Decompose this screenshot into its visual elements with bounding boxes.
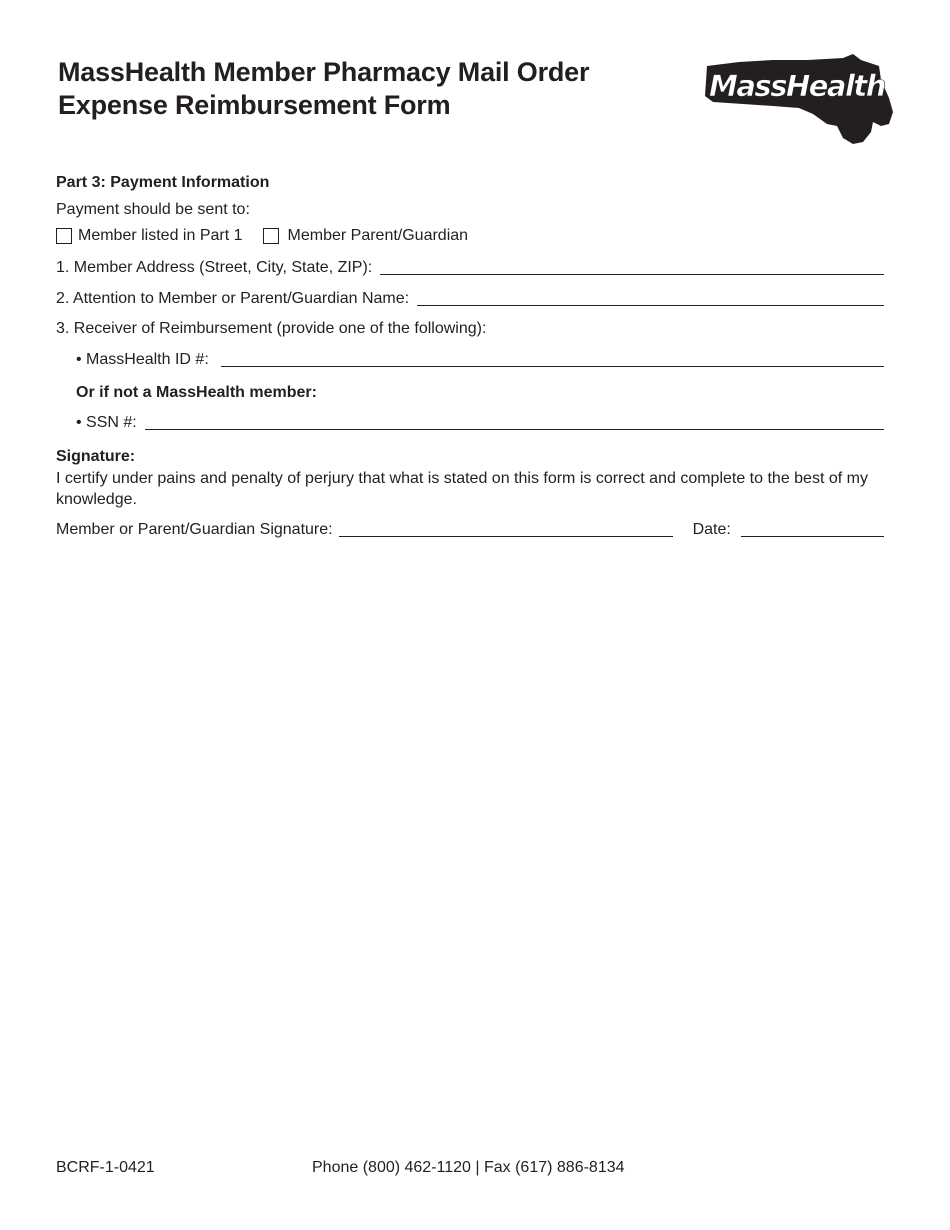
date-label: Date: bbox=[692, 521, 731, 538]
page-title bbox=[58, 56, 678, 122]
signature-label: Member or Parent/Guardian Signature: bbox=[56, 521, 333, 538]
title-line-2: Expense Reimbursement Form bbox=[58, 90, 451, 120]
attention-name-input[interactable] bbox=[417, 304, 884, 306]
part3-heading: Part 3: Payment Information bbox=[56, 174, 270, 191]
date-input[interactable] bbox=[741, 535, 884, 537]
member-checkbox[interactable] bbox=[56, 228, 72, 244]
member-address-input[interactable] bbox=[380, 273, 884, 275]
ssn-field bbox=[76, 413, 884, 433]
signature-input[interactable] bbox=[339, 535, 673, 537]
receiver-label: 3. Receiver of Reimbursement (provide one of the following): bbox=[56, 320, 487, 337]
contact-info: Phone (800) 462-1120 | Fax (617) 886-8134 bbox=[312, 1159, 625, 1176]
member-address-field bbox=[56, 258, 884, 278]
payment-sent-to-label: Payment should be sent to: bbox=[56, 201, 250, 218]
attention-name-field bbox=[56, 289, 884, 309]
masshealth-id-label: • MassHealth ID #: bbox=[76, 351, 209, 368]
signature-heading: Signature: bbox=[56, 448, 136, 465]
masshealth-id-field bbox=[76, 350, 884, 370]
masshealth-logo bbox=[703, 52, 893, 146]
certification-text: I certify under pains and penalty of perjury that what is stated on this form is correct and complete to the best of my knowledge. bbox=[56, 470, 868, 508]
guardian-checkbox[interactable] bbox=[263, 228, 279, 244]
form-code: BCRF-1-0421 bbox=[56, 1159, 155, 1176]
payee-options bbox=[56, 226, 468, 246]
attention-name-label: 2. Attention to Member or Parent/Guardian Name: bbox=[56, 290, 410, 307]
not-member-label: Or if not a MassHealth member: bbox=[76, 384, 317, 401]
ssn-input[interactable] bbox=[145, 428, 884, 430]
member-address-label: 1. Member Address (Street, City, State, ZIP): bbox=[56, 259, 373, 276]
guardian-option-label: Member Parent/Guardian bbox=[287, 227, 469, 244]
ssn-label: • SSN #: bbox=[76, 414, 137, 431]
masshealth-id-input[interactable] bbox=[221, 365, 884, 367]
title-line-1: MassHealth Member Pharmacy Mail Order bbox=[58, 57, 590, 87]
svg-text:MassHealth: MassHealth bbox=[709, 69, 885, 103]
member-option-label: Member listed in Part 1 bbox=[78, 227, 243, 244]
signature-row bbox=[56, 520, 884, 540]
